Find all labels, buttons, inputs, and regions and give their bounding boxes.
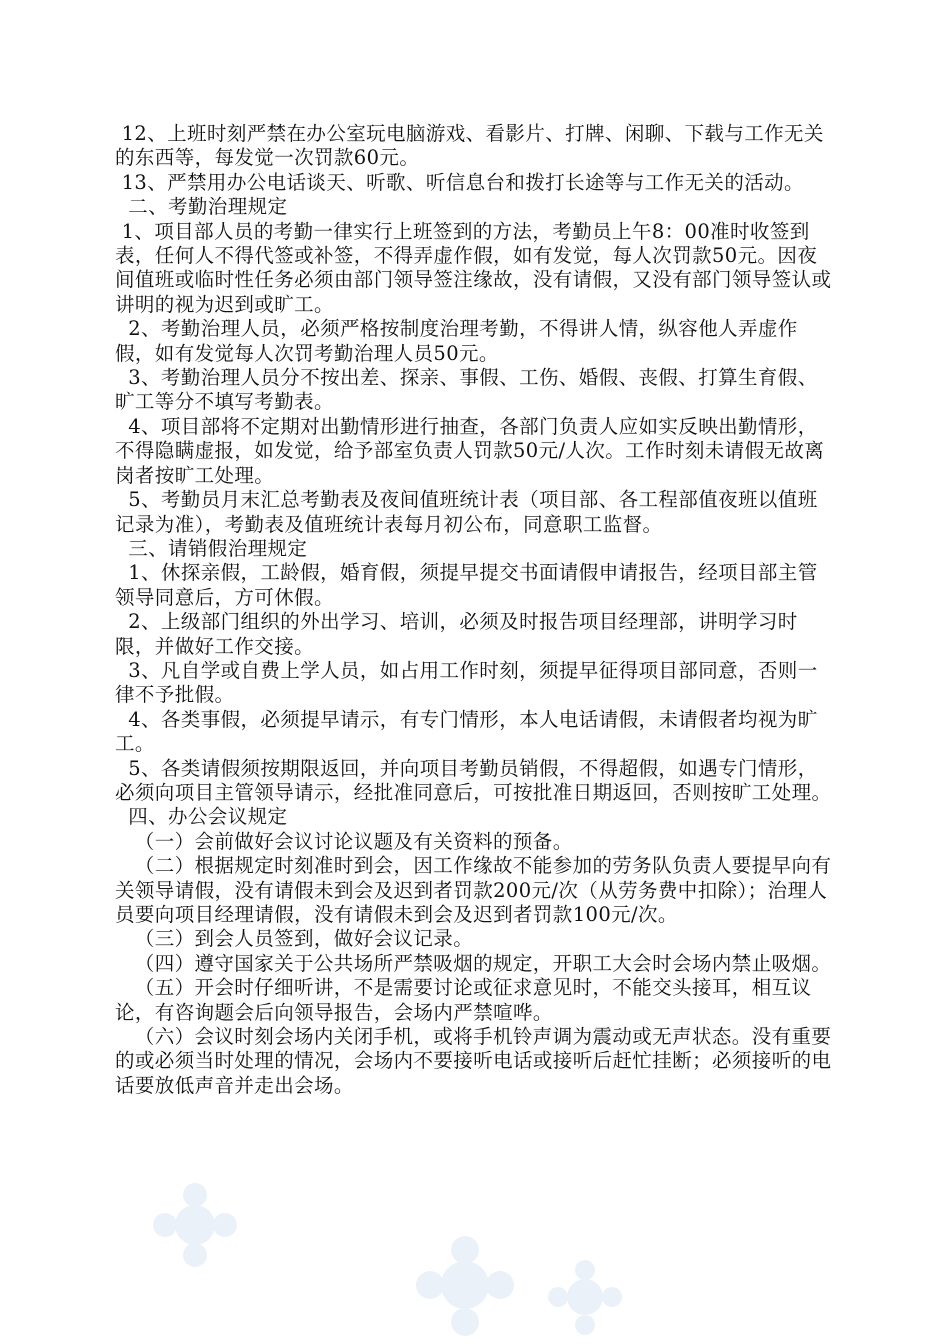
paragraph: 5、各类请假须按期限返回，并向项目考勤员销假，不得超假，如遇专门情形，必须向项目主管领导请示，经批准同意后，可按批准日期返回，否则按旷工处理。 [115, 756, 832, 804]
paragraph: 3、凡自学或自费上学人员，如占用工作时刻，须提早征得项目部同意，否则一律不予批假。 [115, 658, 818, 707]
paragraph: 13、严禁用办公电话谈天、听歌、听信息台和拨打长途等与工作无关的活动。 [115, 170, 804, 194]
paragraph: （六）会议时刻会场内关闭手机，或将手机铃声调为震动或无声状态。没有重要的或必须当时处理的情况，会场内不要接听电话或接听后赶忙挂断；必须接听的电话要放低声音并走出会场。 [115, 1025, 832, 1097]
paragraph: 2、考勤治理人员，必须严格按制度治理考勤，不得讲人情，纵容他人弄虚作假，如有发觉每人次罚考勤治理人员50元。 [115, 317, 798, 365]
paragraph: 4、项目部将不定期对出勤情形进行抽查，各部门负责人应如实反映出勤情形，不得隐瞒虚报，如发觉，给予部室负责人罚款50元/人次。工作时刻未请假无故离岗者按旷工处理。 [115, 414, 825, 487]
paragraph: 4、各类事假，必须提早请示，有专门情形，本人电话请假，未请假者均视为旷工。 [115, 707, 818, 756]
watermark-snowflake-icon [540, 1255, 630, 1340]
document-body [115, 122, 835, 1098]
paragraph: （一）会前做好会议讨论议题及有关资料的预备。 [115, 829, 573, 853]
section-heading: 四、办公会议规定 [115, 805, 288, 829]
paragraph: 12、上班时刻严禁在办公室玩电脑游戏、看影片、打牌、闲聊、下载与工作无关的东西等，每发觉一次罚款60元。 [115, 122, 824, 170]
paragraph: 2、上级部门组织的外出学习、培训，必须及时报告项目经理部，讲明学习时限，并做好工作交接。 [115, 610, 798, 658]
paragraph: 1、休探亲假，工龄假，婚育假，须提早提交书面请假申请报告，经项目部主管领导同意后，方可休假。 [115, 561, 818, 609]
watermark-snowflake-icon [400, 1230, 530, 1340]
section-heading: 二、考勤治理规定 [115, 195, 288, 219]
paragraph: 1、项目部人员的考勤一律实行上班签到的方法，考勤员上午8：00准时收签到表，任何人不得代签或补签，不得弄虚作假，如有发觉，每人次罚款50元。因夜间值班或临时性任务必须由部门领导签注缘故，没有请假，又没有部门领导签认或讲明的视为迟到或旷工。 [115, 219, 832, 316]
watermark-snowflake-icon [140, 1180, 250, 1270]
paragraph: （二）根据规定时刻准时到会，因工作缘故不能参加的劳务队负责人要提早向有关领导请假，没有请假未到会及迟到者罚款200元/次（从劳务费中扣除）；治理人员要向项目经理请假，没有请假未到会及迟到者罚款100元/次。 [115, 854, 832, 926]
section-heading: 三、请销假治理规定 [115, 536, 308, 560]
paragraph: 5、考勤员月末汇总考勤表及夜间值班统计表（项目部、各工程部值夜班以值班记录为准），考勤表及值班统计表每月初公布，同意职工监督。 [115, 488, 818, 536]
paragraph: （三）到会人员签到，做好会议记录。 [115, 927, 474, 951]
paragraph: （四）遵守国家关于公共场所严禁吸烟的规定，开职工大会时会场内禁止吸烟。 [115, 951, 832, 975]
paragraph: （五）开会时仔细听讲，不是需要讨论或征求意见时，不能交头接耳，相互议论，有咨询题会后向领导报告，会场内严禁喧哗。 [115, 976, 812, 1024]
paragraph: 3、考勤治理人员分不按出差、探亲、事假、工伤、婚假、丧假、打算生育假、旷工等分不填写考勤表。 [115, 366, 818, 414]
